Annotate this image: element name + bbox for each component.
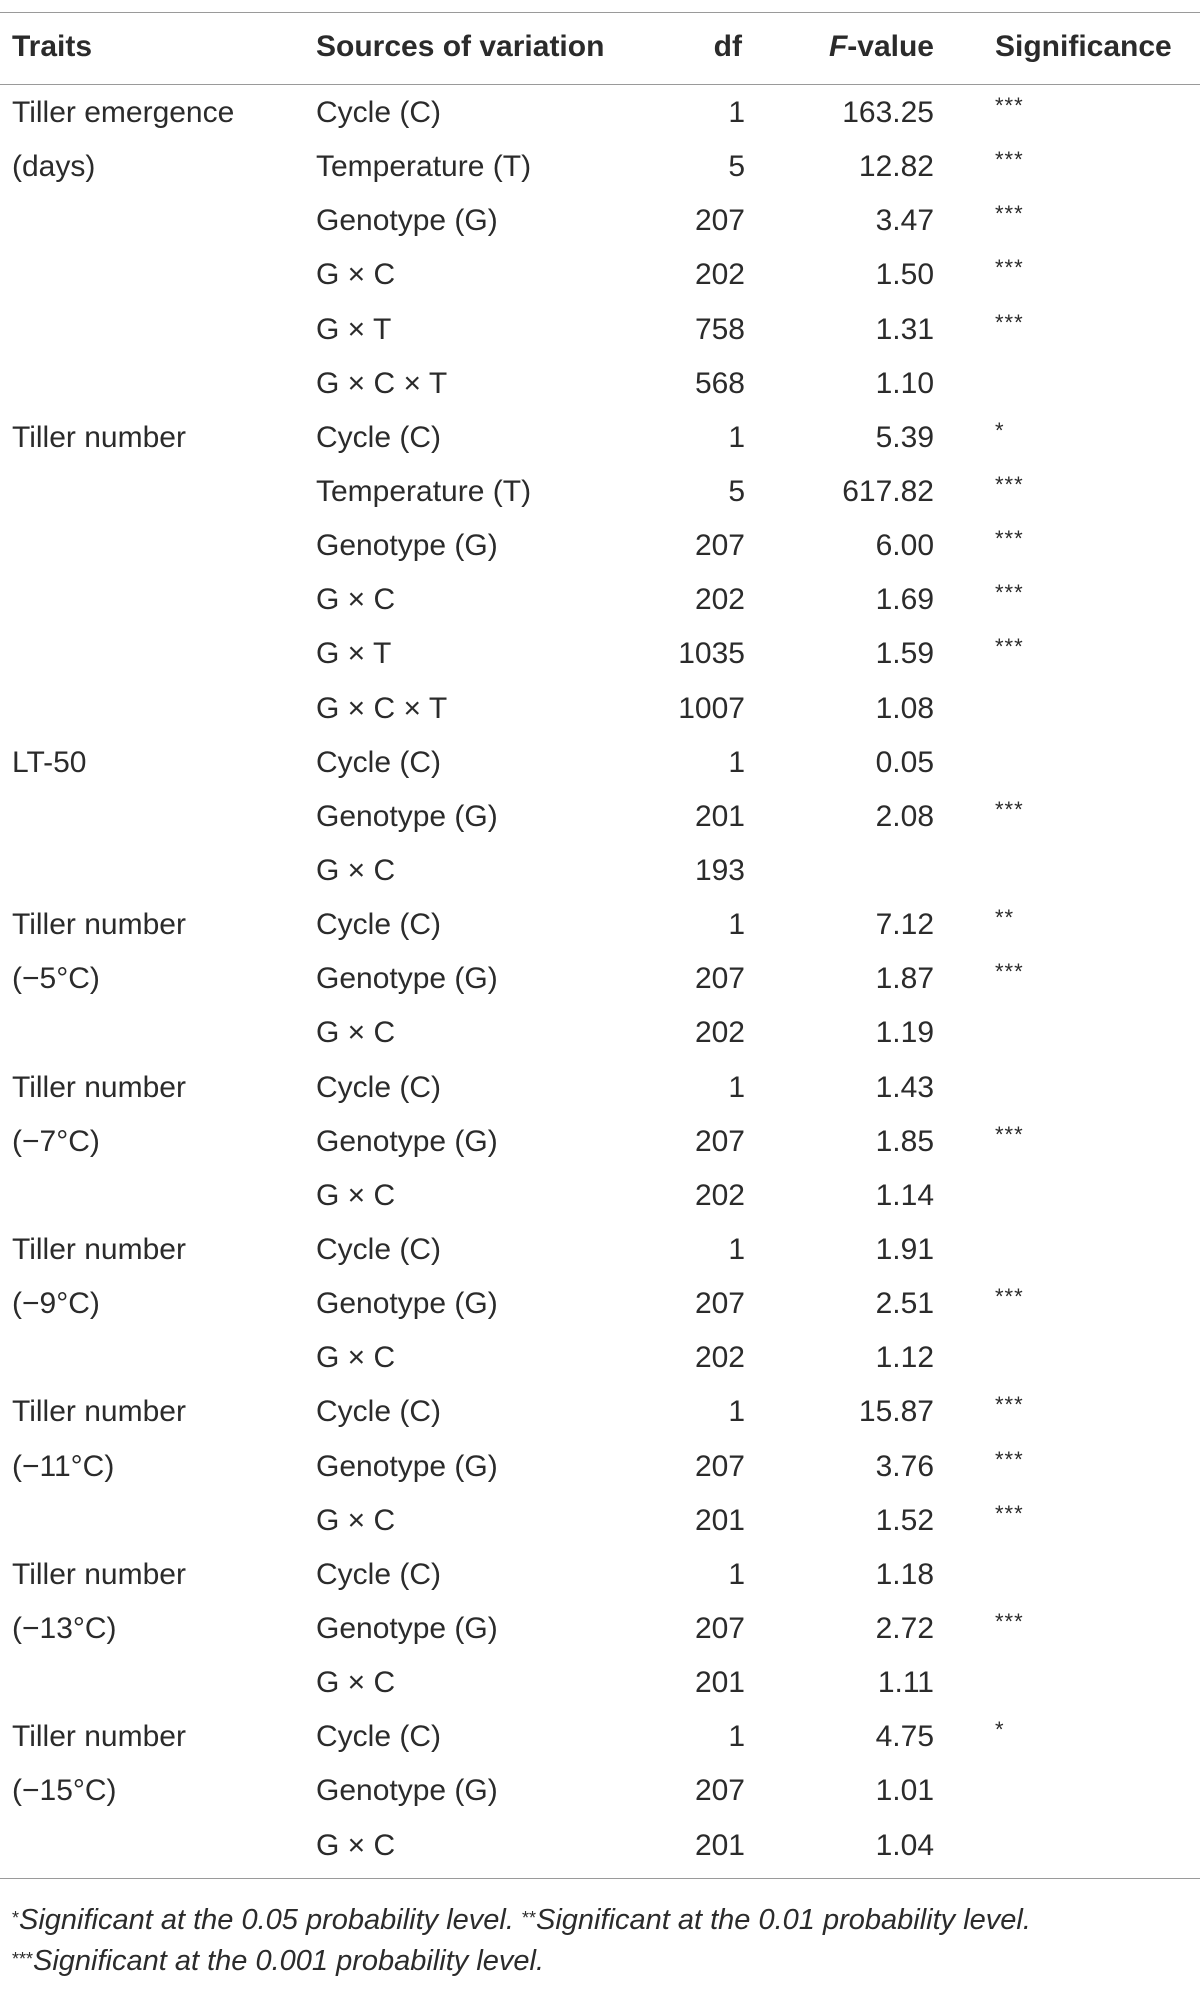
table-row xyxy=(0,572,1200,626)
f-value-cell: 1.50 xyxy=(875,258,934,292)
source-cell: Genotype (G) xyxy=(316,529,498,563)
df-cell: 1035 xyxy=(678,637,745,671)
table-row xyxy=(0,193,1200,247)
significance-cell: *** xyxy=(995,1500,1024,1526)
df-cell: 207 xyxy=(694,1774,745,1808)
f-value-cell: 1.19 xyxy=(875,1016,934,1050)
table-row xyxy=(0,843,1200,897)
header-f-value xyxy=(774,30,934,64)
source-cell: G × C xyxy=(316,1828,396,1862)
source-cell: G × C xyxy=(316,258,396,292)
source-cell: G × C xyxy=(316,1341,396,1375)
source-cell: Genotype (G) xyxy=(316,1287,498,1321)
source-cell: G × C xyxy=(316,1178,396,1212)
anova-table xyxy=(0,12,1200,1879)
source-cell: G × C xyxy=(316,1016,396,1050)
f-value-cell: 1.01 xyxy=(875,1774,934,1808)
source-cell: G × C × T xyxy=(316,366,448,400)
source-cell: G × T xyxy=(316,637,392,671)
significance-cell: *** xyxy=(995,580,1024,606)
source-cell: Cycle (C) xyxy=(316,96,441,129)
footnote-line-1 xyxy=(12,1900,1192,1941)
f-value-cell: 3.47 xyxy=(875,204,934,238)
trait-cell: LT-50 xyxy=(12,745,87,779)
source-cell: G × C xyxy=(316,583,396,617)
significance-cell: *** xyxy=(995,526,1024,552)
significance-cell: *** xyxy=(995,959,1024,985)
significance-cell: *** xyxy=(995,796,1024,822)
table-row xyxy=(0,951,1200,1005)
header-f-letter: F xyxy=(828,30,848,63)
f-value-cell: 163.25 xyxy=(842,96,934,129)
trait-cell: Tiller number xyxy=(12,1232,186,1266)
significance-cell: *** xyxy=(995,471,1024,497)
f-value-cell: 1.14 xyxy=(875,1178,934,1212)
f-value-cell: 2.51 xyxy=(875,1287,934,1321)
f-value-cell: 1.11 xyxy=(877,1666,934,1700)
df-cell: 1 xyxy=(728,1557,745,1591)
table-row xyxy=(0,1763,1200,1817)
df-cell: 5 xyxy=(728,150,745,184)
header-sources-of-variation: Sources of variation xyxy=(316,30,605,63)
table-row xyxy=(0,1601,1200,1655)
table-row xyxy=(0,139,1200,193)
source-cell: G × C xyxy=(316,1503,396,1537)
df-cell: 207 xyxy=(694,529,745,563)
significance-cell: *** xyxy=(995,1446,1024,1472)
table-body xyxy=(0,85,1200,1872)
source-cell: Genotype (G) xyxy=(316,1449,498,1483)
df-cell: 202 xyxy=(694,1178,745,1212)
f-value-cell: 7.12 xyxy=(875,908,934,942)
table-row xyxy=(0,1222,1200,1276)
footnote-mark-1: * xyxy=(12,1908,20,1928)
table-row xyxy=(0,1168,1200,1222)
source-cell: G × T xyxy=(316,312,392,346)
table-row xyxy=(0,356,1200,410)
significance-cell: *** xyxy=(995,255,1024,281)
trait-cell: (−11°C) xyxy=(12,1449,115,1483)
table-row xyxy=(0,464,1200,518)
trait-cell: (−5°C) xyxy=(12,962,100,996)
df-cell: 758 xyxy=(694,312,745,346)
trait-cell: (−13°C) xyxy=(12,1611,117,1645)
source-cell: G × C xyxy=(316,853,396,887)
df-cell: 207 xyxy=(694,1611,745,1645)
significance-cell: * xyxy=(995,1717,1005,1743)
significance-cell: *** xyxy=(995,1392,1024,1418)
table-row xyxy=(0,735,1200,789)
df-cell: 1 xyxy=(728,745,745,779)
trait-cell: Tiller number xyxy=(12,1395,186,1429)
table-row xyxy=(0,85,1200,139)
source-cell: Genotype (G) xyxy=(316,1611,498,1645)
header-traits: Traits xyxy=(12,30,93,63)
table-row xyxy=(0,1060,1200,1114)
f-value-cell: 5.39 xyxy=(875,420,934,454)
header-df: df xyxy=(713,30,742,63)
trait-cell: (days) xyxy=(12,150,96,184)
table-top-rule xyxy=(0,12,1200,13)
f-value-cell: 2.72 xyxy=(875,1611,934,1645)
source-cell: Temperature (T) xyxy=(316,474,532,508)
source-cell: Cycle (C) xyxy=(316,908,441,942)
significance-cell: *** xyxy=(995,1284,1024,1310)
source-cell: G × C × T xyxy=(316,691,448,725)
df-cell: 201 xyxy=(694,1666,745,1700)
trait-cell: (−15°C) xyxy=(12,1774,117,1808)
df-cell: 1 xyxy=(728,1395,745,1429)
table-row xyxy=(0,1384,1200,1438)
source-cell: Cycle (C) xyxy=(316,1232,441,1266)
df-cell: 202 xyxy=(694,1341,745,1375)
header-f-suffix: -value xyxy=(847,30,934,63)
df-cell: 1007 xyxy=(678,691,745,725)
table-row xyxy=(0,1547,1200,1601)
significance-cell: *** xyxy=(995,201,1024,227)
df-cell: 207 xyxy=(694,1287,745,1321)
significance-cell: *** xyxy=(995,1608,1024,1634)
f-value-cell: 1.12 xyxy=(875,1341,934,1375)
source-cell: Genotype (G) xyxy=(316,962,498,996)
df-cell: 207 xyxy=(694,204,745,238)
df-cell: 1 xyxy=(728,908,745,942)
df-cell: 201 xyxy=(694,1503,745,1537)
footnote-text-3: Significant at the 0.001 probability level. xyxy=(33,1945,545,1977)
source-cell: Genotype (G) xyxy=(316,1124,498,1158)
footnote-mark-3: *** xyxy=(12,1949,34,1969)
df-cell: 1 xyxy=(728,96,745,129)
df-cell: 202 xyxy=(694,258,745,292)
df-cell: 202 xyxy=(694,583,745,617)
df-cell: 193 xyxy=(694,853,745,887)
table-row xyxy=(0,247,1200,301)
table-row xyxy=(0,626,1200,680)
df-cell: 207 xyxy=(694,962,745,996)
table-row xyxy=(0,1709,1200,1763)
f-value-cell: 617.82 xyxy=(842,474,934,508)
significance-cell: *** xyxy=(995,147,1024,173)
significance-cell: *** xyxy=(995,309,1024,335)
trait-cell: Tiller number xyxy=(12,1070,186,1104)
table-row xyxy=(0,410,1200,464)
df-cell: 201 xyxy=(694,799,745,833)
df-cell: 5 xyxy=(728,474,745,508)
trait-cell: Tiller number xyxy=(12,420,186,454)
footnote-line-2 xyxy=(12,1941,1192,1982)
significance-cell: * xyxy=(995,417,1005,443)
df-cell: 568 xyxy=(694,366,745,400)
table-row xyxy=(0,1330,1200,1384)
source-cell: Genotype (G) xyxy=(316,204,498,238)
f-value-cell: 1.43 xyxy=(875,1070,934,1104)
df-cell: 202 xyxy=(694,1016,745,1050)
trait-cell: Tiller number xyxy=(12,1557,186,1591)
source-cell: Cycle (C) xyxy=(316,1720,441,1754)
source-cell: G × C xyxy=(316,1666,396,1700)
f-value-cell: 1.18 xyxy=(875,1557,934,1591)
footnote-mark-2: ** xyxy=(521,1908,536,1928)
significance-cell: ** xyxy=(995,905,1015,931)
trait-cell: (−9°C) xyxy=(12,1287,100,1321)
table-row xyxy=(0,518,1200,572)
header-significance: Significance xyxy=(995,30,1172,63)
f-value-cell: 3.76 xyxy=(875,1449,934,1483)
significance-cell: *** xyxy=(995,93,1024,118)
table-row xyxy=(0,1439,1200,1493)
significance-cell: *** xyxy=(995,634,1024,660)
table-row xyxy=(0,1276,1200,1330)
table-footnote xyxy=(12,1900,1192,1982)
f-value-cell: 1.10 xyxy=(875,366,934,400)
table-row xyxy=(0,789,1200,843)
df-cell: 1 xyxy=(728,420,745,454)
df-cell: 1 xyxy=(728,1232,745,1266)
table-row xyxy=(0,1655,1200,1709)
source-cell: Cycle (C) xyxy=(316,1557,441,1591)
source-cell: Cycle (C) xyxy=(316,420,441,454)
footnote-text-2: Significant at the 0.01 probability level. xyxy=(536,1904,1031,1936)
trait-cell: Tiller number xyxy=(12,1720,186,1754)
table-header xyxy=(0,12,1200,85)
trait-cell: Tiller emergence xyxy=(12,96,235,129)
f-value-cell: 1.69 xyxy=(875,583,934,617)
df-cell: 207 xyxy=(694,1449,745,1483)
f-value-cell: 1.59 xyxy=(875,637,934,671)
f-value-cell: 1.04 xyxy=(875,1828,934,1862)
source-cell: Cycle (C) xyxy=(316,1070,441,1104)
source-cell: Genotype (G) xyxy=(316,1774,498,1808)
source-cell: Temperature (T) xyxy=(316,150,532,184)
trait-cell: (−7°C) xyxy=(12,1124,100,1158)
f-value-cell: 1.85 xyxy=(875,1124,934,1158)
f-value-cell: 0.05 xyxy=(875,745,934,779)
source-cell: Cycle (C) xyxy=(316,1395,441,1429)
footnote-text-1: Significant at the 0.05 probability level. xyxy=(19,1904,522,1936)
f-value-cell: 1.91 xyxy=(875,1232,934,1266)
table-row xyxy=(0,1493,1200,1547)
df-cell: 201 xyxy=(694,1828,745,1862)
trait-cell: Tiller number xyxy=(12,908,186,942)
f-value-cell: 2.08 xyxy=(875,799,934,833)
f-value-cell: 6.00 xyxy=(875,529,934,563)
table-row xyxy=(0,1114,1200,1168)
source-cell: Cycle (C) xyxy=(316,745,441,779)
f-value-cell: 12.82 xyxy=(858,150,934,184)
table-row xyxy=(0,681,1200,735)
significance-cell: *** xyxy=(995,1121,1024,1147)
f-value-cell: 1.87 xyxy=(875,962,934,996)
f-value-cell: 1.52 xyxy=(875,1503,934,1537)
df-cell: 1 xyxy=(728,1070,745,1104)
table-row xyxy=(0,897,1200,951)
f-value-cell: 1.31 xyxy=(875,312,934,346)
table-row xyxy=(0,1818,1200,1872)
table-row xyxy=(0,1005,1200,1059)
f-value-cell: 1.08 xyxy=(875,691,934,725)
table-row xyxy=(0,302,1200,356)
df-cell: 1 xyxy=(728,1720,745,1754)
table-bottom-rule xyxy=(0,1878,1200,1879)
f-value-cell: 4.75 xyxy=(875,1720,934,1754)
df-cell: 207 xyxy=(694,1124,745,1158)
source-cell: Genotype (G) xyxy=(316,799,498,833)
f-value-cell: 15.87 xyxy=(858,1395,934,1429)
